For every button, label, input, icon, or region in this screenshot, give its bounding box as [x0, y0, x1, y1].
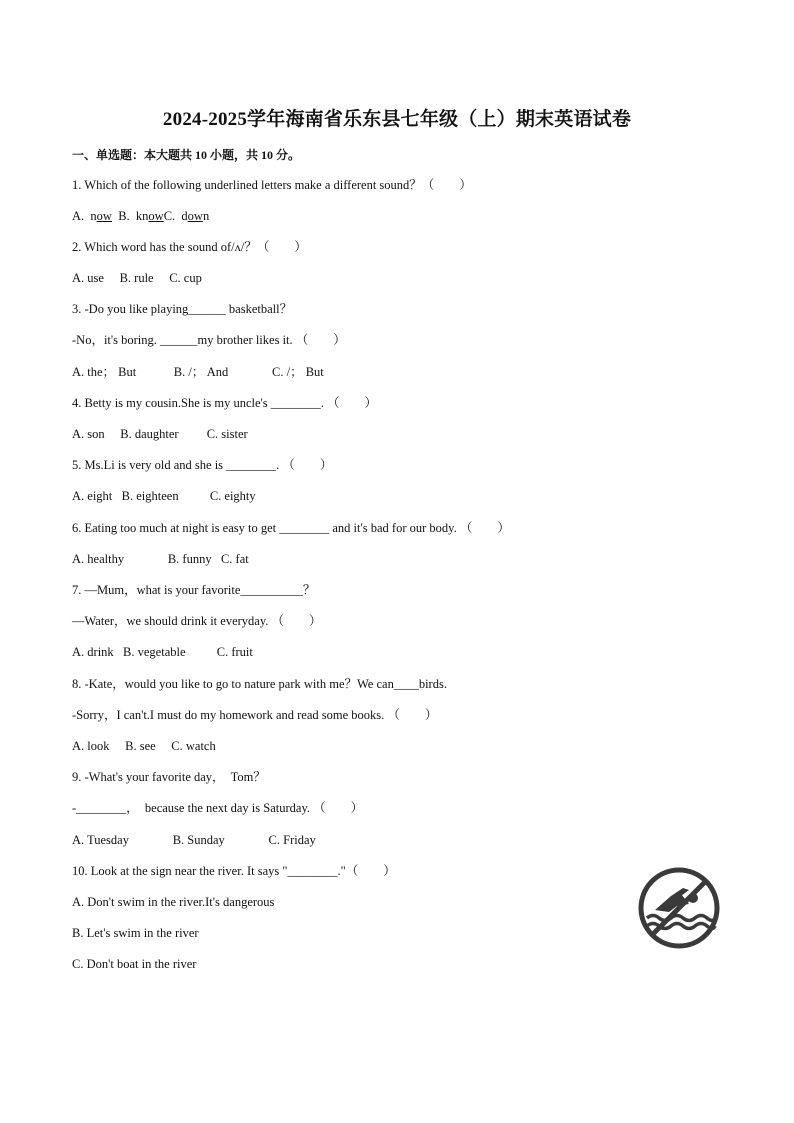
- q1-b-prefix: B. kn: [111, 209, 149, 223]
- q7-line1: 7. —Mum，what is your favorite__________？: [72, 583, 316, 597]
- q7-line2: —Water，we should drink it everyday. （ ）: [72, 614, 322, 628]
- q6-options: A. healthy B. funny C. fat: [72, 552, 249, 566]
- q3-options: A. the； But B. /； And C. /； But: [72, 365, 324, 379]
- q7-options: A. drink B. vegetable C. fruit: [72, 645, 253, 659]
- section-header: 一、单选题：本大题共 10 小题，共 10 分。: [72, 148, 301, 162]
- q6-stem: 6. Eating too much at night is easy to get ________ and it's bad for our body. （ ）: [72, 521, 510, 535]
- q10-option-b: B. Let's swim in the river: [72, 926, 199, 940]
- q8-line2: -Sorry，I can't.I must do my homework and read some books. （ ）: [72, 708, 438, 722]
- q10-stem: 10. Look at the sign near the river. It says "________."（ ）: [72, 864, 396, 878]
- q1-stem: 1. Which of the following underlined letters make a different sound？（ ）: [72, 178, 472, 192]
- q1-a-prefix: A. n: [72, 209, 97, 223]
- q8-line1: 8. -Kate，would you like to go to nature park with me？We can____birds.: [72, 677, 447, 691]
- q3-line2: -No，it's boring. ______my brother likes it. （ ）: [72, 333, 346, 347]
- q1-b-underline: ow: [148, 209, 164, 223]
- q10-option-c: C. Don't boat in the river: [72, 957, 197, 971]
- q5-options: A. eight B. eighteen C. eighty: [72, 489, 256, 503]
- q4-stem: 4. Betty is my cousin.She is my uncle's ________. （ ）: [72, 396, 378, 410]
- q1-c-underline: ow: [187, 209, 203, 223]
- q4-options: A. son B. daughter C. sister: [72, 427, 248, 441]
- q2-options: A. use B. rule C. cup: [72, 271, 202, 285]
- q1-c-suffix: n: [202, 209, 210, 223]
- page-title: 2024-2025学年海南省乐东县七年级（上）期末英语试卷: [162, 109, 632, 130]
- q9-options: A. Tuesday B. Sunday C. Friday: [72, 833, 316, 847]
- q5-stem: 5. Ms.Li is very old and she is ________. （ ）: [72, 458, 333, 472]
- q9-line2: -________， because the next day is Saturday. （ ）: [72, 801, 364, 815]
- q1-options: [72, 208, 209, 224]
- q1-a-underline: ow: [96, 209, 112, 223]
- q10-option-a: A. Don't swim in the river.It's dangerous: [72, 895, 275, 909]
- q9-line1: 9. -What's your favorite day， Tom？: [72, 770, 266, 784]
- q2-stem: 2. Which word has the sound of/ʌ/？（ ）: [72, 240, 307, 254]
- q1-c-prefix: C. d: [163, 209, 188, 223]
- q8-options: A. look B. see C. watch: [72, 739, 216, 753]
- no-swimming-icon: [637, 866, 721, 950]
- q3-line1: 3. -Do you like playing______ basketball？: [72, 302, 293, 316]
